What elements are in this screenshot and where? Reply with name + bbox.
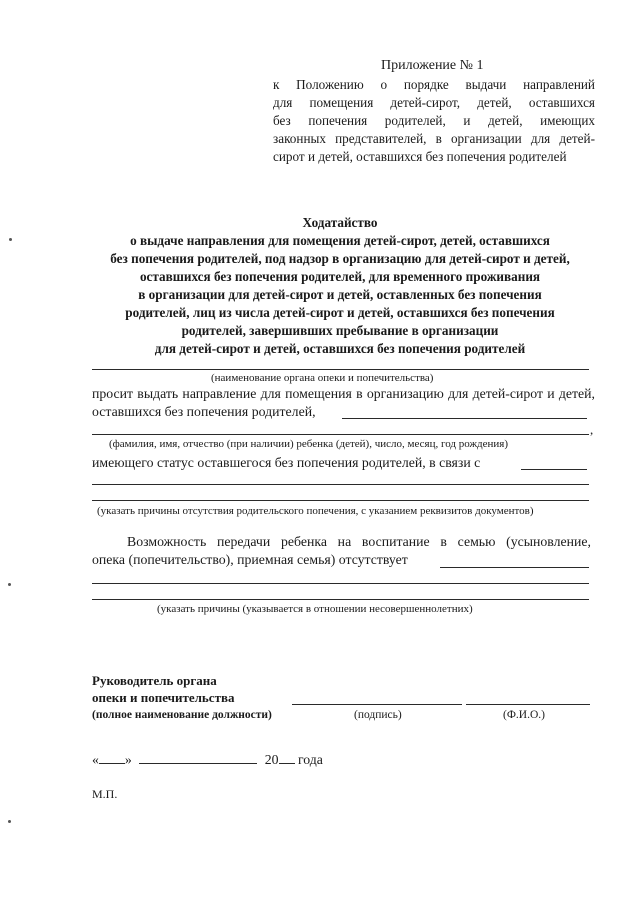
request-line-1: просит выдать направление для помещения в организацию для детей-сирот и детей, <box>92 386 595 401</box>
day-field[interactable] <box>99 763 125 764</box>
fio-caption: (Ф.И.О.) <box>503 709 545 721</box>
reason-field-3[interactable] <box>92 500 589 501</box>
appendix-line: к Положению о порядке выдачи направлений <box>273 77 595 92</box>
title-heading: Ходатайство <box>302 215 378 230</box>
family-reason-field-1[interactable] <box>440 567 589 568</box>
title-line: для детей-сирот и детей, оставшихся без попечения родителей <box>154 341 526 356</box>
scan-mark <box>8 583 11 586</box>
title-line: родителей, завершивших пребывание в организации <box>181 323 499 338</box>
position-caption: (полное наименование должности) <box>92 709 272 721</box>
caption-reasons: (указать причины отсутствия родительского попечения, с указанием реквизитов документов) <box>97 505 534 517</box>
appendix-title: Приложение № 1 <box>381 58 484 73</box>
signature-field[interactable] <box>292 704 462 705</box>
document-title <box>80 214 600 358</box>
reason-field-2[interactable] <box>92 484 589 485</box>
scan-mark <box>8 820 11 823</box>
head-title-line-1: Руководитель органа <box>92 673 217 688</box>
organ-name-field[interactable] <box>92 369 589 370</box>
fio-field[interactable] <box>466 704 590 705</box>
title-line: родителей, лиц из числа детей-сирот и детей, оставшихся без попечения <box>125 305 555 320</box>
year-suffix: года <box>297 752 323 767</box>
date-open-quote: « <box>92 752 99 767</box>
appendix-line: законных представителей, в организации для детей- <box>273 131 595 146</box>
appendix-line: для помещения детей-сирот, детей, оставшихся <box>273 95 595 110</box>
month-field[interactable] <box>139 763 257 764</box>
title-line: оставшихся без попечения родителей, для временного проживания <box>139 269 541 284</box>
request-line-2 <box>92 404 316 420</box>
stamp-placeholder: М.П. <box>92 787 118 801</box>
title-line: в организации для детей-сирот и детей, оставленных без попечения <box>138 287 542 302</box>
title-line: о выдаче направления для помещения детей-сирот, детей, оставшихся <box>130 233 550 248</box>
child-name-field-line-2[interactable] <box>92 434 589 435</box>
caption-child: (фамилия, имя, отчество (при наличии) ребенка (детей), число, месяц, год рождения) <box>109 438 509 450</box>
family-reason-field-2[interactable] <box>92 583 589 584</box>
caption-organ: (наименование органа опеки и попечительства) <box>211 372 434 384</box>
signature-caption: (подпись) <box>354 709 402 721</box>
family-line-1: Возможность передачи ребенка на воспитание в семью (усыновление, <box>127 534 591 549</box>
comma-mark: , <box>590 422 594 437</box>
date-close-quote: » <box>124 752 132 767</box>
appendix-text <box>273 76 595 166</box>
scan-mark <box>9 238 12 241</box>
request-line-2-text: оставшихся без попечения родителей, <box>92 404 316 419</box>
year-field[interactable] <box>279 763 295 764</box>
title-line: без попечения родителей, под надзор в организацию для детей-сирот и детей, <box>110 251 570 266</box>
appendix-line: без попечения родителей, и детей, имеющих <box>273 113 595 128</box>
family-line-2: опека (попечительство), приемная семья) отсутствует <box>92 552 408 567</box>
status-line: имеющего статус оставшегося без попечения родителей, в связи с <box>92 455 481 470</box>
family-reason-field-3[interactable] <box>92 599 589 600</box>
date-line <box>92 752 323 768</box>
head-title-line-2: опеки и попечительства <box>92 690 235 705</box>
child-name-field[interactable] <box>342 418 587 419</box>
reason-field-1[interactable] <box>521 469 587 470</box>
appendix-line: сирот и детей, оставшихся без попечения родителей <box>273 149 567 164</box>
year-prefix: 20 <box>264 752 279 767</box>
caption-family: (указать причины (указывается в отношении несовершеннолетних) <box>157 603 473 615</box>
